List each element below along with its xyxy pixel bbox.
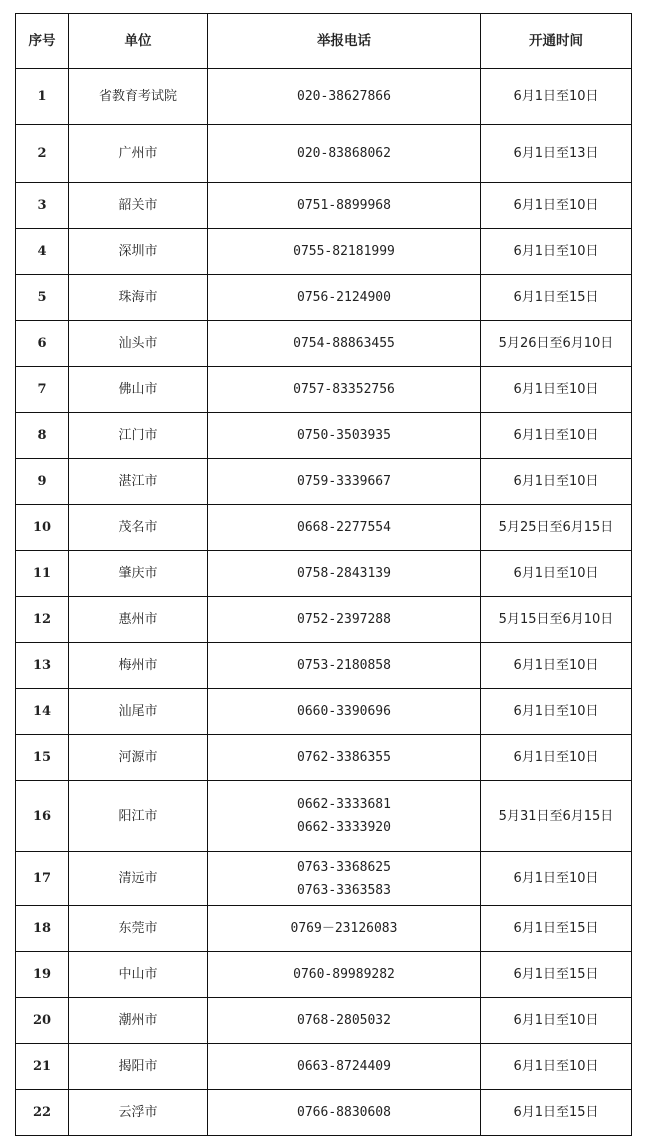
phone-number: 0768-2805032 xyxy=(297,1013,391,1028)
row-unit: 省教育考试院 xyxy=(69,69,208,125)
phone-number: 0759-3339667 xyxy=(297,474,391,489)
row-period: 6月1日至10日 xyxy=(481,852,632,906)
table-header xyxy=(16,14,632,69)
row-period: 6月1日至10日 xyxy=(481,69,632,125)
phone-number: 0668-2277554 xyxy=(297,520,391,535)
table-row xyxy=(16,125,632,183)
row-period: 6月1日至10日 xyxy=(481,1044,632,1090)
row-index: 15 xyxy=(16,735,69,781)
phone-number: 0663-8724409 xyxy=(297,1059,391,1074)
row-index: 14 xyxy=(16,689,69,735)
row-period: 6月1日至10日 xyxy=(481,735,632,781)
table-row xyxy=(16,781,632,852)
row-period: 6月1日至10日 xyxy=(481,998,632,1044)
row-index: 19 xyxy=(16,952,69,998)
row-unit: 韶关市 xyxy=(69,183,208,229)
phone-number: 0769－23126083 xyxy=(290,921,398,936)
row-unit: 佛山市 xyxy=(69,367,208,413)
row-phone xyxy=(208,275,481,321)
row-period: 6月1日至10日 xyxy=(481,689,632,735)
row-unit: 潮州市 xyxy=(69,998,208,1044)
phone-number: 0753-2180858 xyxy=(297,658,391,673)
row-unit: 茂名市 xyxy=(69,505,208,551)
phone-number: 0756-2124900 xyxy=(297,290,391,305)
row-phone xyxy=(208,1044,481,1090)
phone-number: 0755-82181999 xyxy=(293,244,395,259)
phone-number: 0766-8830608 xyxy=(297,1105,391,1120)
row-phone xyxy=(208,1090,481,1136)
table-row xyxy=(16,321,632,367)
row-phone xyxy=(208,597,481,643)
row-unit: 广州市 xyxy=(69,125,208,183)
row-period: 5月25日至6月15日 xyxy=(481,505,632,551)
row-phone xyxy=(208,413,481,459)
row-phone xyxy=(208,689,481,735)
row-period: 6月1日至10日 xyxy=(481,183,632,229)
table-row xyxy=(16,906,632,952)
row-period: 6月1日至13日 xyxy=(481,125,632,183)
header-index: 序号 xyxy=(16,14,69,69)
table-row xyxy=(16,597,632,643)
table-row xyxy=(16,183,632,229)
table-body xyxy=(16,69,632,1136)
table-row xyxy=(16,505,632,551)
row-unit: 江门市 xyxy=(69,413,208,459)
row-period: 6月1日至10日 xyxy=(481,413,632,459)
hotline-table xyxy=(15,13,632,1136)
phone-number: 0760-89989282 xyxy=(293,967,395,982)
row-unit: 梅州市 xyxy=(69,643,208,689)
phone-number: 0758-2843139 xyxy=(297,566,391,581)
row-phone xyxy=(208,998,481,1044)
row-index: 8 xyxy=(16,413,69,459)
phone-number: 0750-3503935 xyxy=(297,428,391,443)
phone-number: 0660-3390696 xyxy=(297,704,391,719)
row-phone xyxy=(208,852,481,906)
row-index: 6 xyxy=(16,321,69,367)
row-phone xyxy=(208,125,481,183)
row-unit: 湛江市 xyxy=(69,459,208,505)
phone-number: 0662-3333920 xyxy=(297,820,391,835)
row-period: 5月26日至6月10日 xyxy=(481,321,632,367)
row-unit: 东莞市 xyxy=(69,906,208,952)
row-phone xyxy=(208,183,481,229)
phone-number: 020-83868062 xyxy=(297,146,391,161)
row-unit: 中山市 xyxy=(69,952,208,998)
row-phone xyxy=(208,367,481,413)
row-index: 10 xyxy=(16,505,69,551)
row-phone xyxy=(208,551,481,597)
row-phone xyxy=(208,69,481,125)
row-phone xyxy=(208,643,481,689)
row-phone xyxy=(208,505,481,551)
row-unit: 阳江市 xyxy=(69,781,208,852)
table-row xyxy=(16,1044,632,1090)
table-row xyxy=(16,643,632,689)
phone-number: 0763-3363583 xyxy=(297,882,391,898)
row-index: 16 xyxy=(16,781,69,852)
table-row xyxy=(16,459,632,505)
phone-number: 0754-88863455 xyxy=(293,336,395,351)
row-index: 21 xyxy=(16,1044,69,1090)
table-row xyxy=(16,735,632,781)
header-unit: 单位 xyxy=(69,14,208,69)
row-unit: 清远市 xyxy=(69,852,208,906)
header-phone: 举报电话 xyxy=(208,14,481,69)
row-period: 6月1日至10日 xyxy=(481,643,632,689)
row-period: 6月1日至10日 xyxy=(481,229,632,275)
row-unit: 河源市 xyxy=(69,735,208,781)
phone-number: 0757-83352756 xyxy=(293,382,395,397)
row-phone xyxy=(208,952,481,998)
row-phone xyxy=(208,459,481,505)
table-row xyxy=(16,689,632,735)
row-index: 20 xyxy=(16,998,69,1044)
row-index: 7 xyxy=(16,367,69,413)
row-period: 6月1日至15日 xyxy=(481,275,632,321)
row-index: 1 xyxy=(16,69,69,125)
row-phone xyxy=(208,781,481,852)
row-period: 6月1日至15日 xyxy=(481,952,632,998)
row-unit: 揭阳市 xyxy=(69,1044,208,1090)
row-index: 12 xyxy=(16,597,69,643)
phone-number: 0763-3368625 xyxy=(297,859,391,875)
row-period: 6月1日至15日 xyxy=(481,906,632,952)
row-phone xyxy=(208,906,481,952)
table-row xyxy=(16,413,632,459)
row-index: 3 xyxy=(16,183,69,229)
row-phone xyxy=(208,229,481,275)
row-index: 13 xyxy=(16,643,69,689)
row-period: 5月31日至6月15日 xyxy=(481,781,632,852)
row-period: 6月1日至15日 xyxy=(481,1090,632,1136)
header-period: 开通时间 xyxy=(481,14,632,69)
row-unit: 汕头市 xyxy=(69,321,208,367)
table-row xyxy=(16,367,632,413)
table-row xyxy=(16,998,632,1044)
row-index: 18 xyxy=(16,906,69,952)
row-unit: 汕尾市 xyxy=(69,689,208,735)
row-period: 6月1日至10日 xyxy=(481,459,632,505)
row-index: 2 xyxy=(16,125,69,183)
phone-number: 0662-3333681 xyxy=(297,797,391,812)
table-row xyxy=(16,275,632,321)
table-row xyxy=(16,69,632,125)
row-phone xyxy=(208,735,481,781)
row-index: 22 xyxy=(16,1090,69,1136)
row-unit: 深圳市 xyxy=(69,229,208,275)
row-unit: 惠州市 xyxy=(69,597,208,643)
phone-number: 020-38627866 xyxy=(297,89,391,104)
row-phone xyxy=(208,321,481,367)
row-unit: 云浮市 xyxy=(69,1090,208,1136)
row-index: 4 xyxy=(16,229,69,275)
row-index: 11 xyxy=(16,551,69,597)
row-unit: 珠海市 xyxy=(69,275,208,321)
table-row xyxy=(16,551,632,597)
row-index: 17 xyxy=(16,852,69,906)
row-index: 9 xyxy=(16,459,69,505)
table-row xyxy=(16,1090,632,1136)
row-period: 6月1日至10日 xyxy=(481,367,632,413)
table-row xyxy=(16,952,632,998)
phone-number: 0762-3386355 xyxy=(297,750,391,765)
row-unit: 肇庆市 xyxy=(69,551,208,597)
phone-number: 0751-8899968 xyxy=(297,198,391,213)
table-row xyxy=(16,229,632,275)
phone-number: 0752-2397288 xyxy=(297,612,391,627)
table-row xyxy=(16,852,632,906)
row-period: 5月15日至6月10日 xyxy=(481,597,632,643)
row-index: 5 xyxy=(16,275,69,321)
header-row xyxy=(16,14,632,69)
row-period: 6月1日至10日 xyxy=(481,551,632,597)
